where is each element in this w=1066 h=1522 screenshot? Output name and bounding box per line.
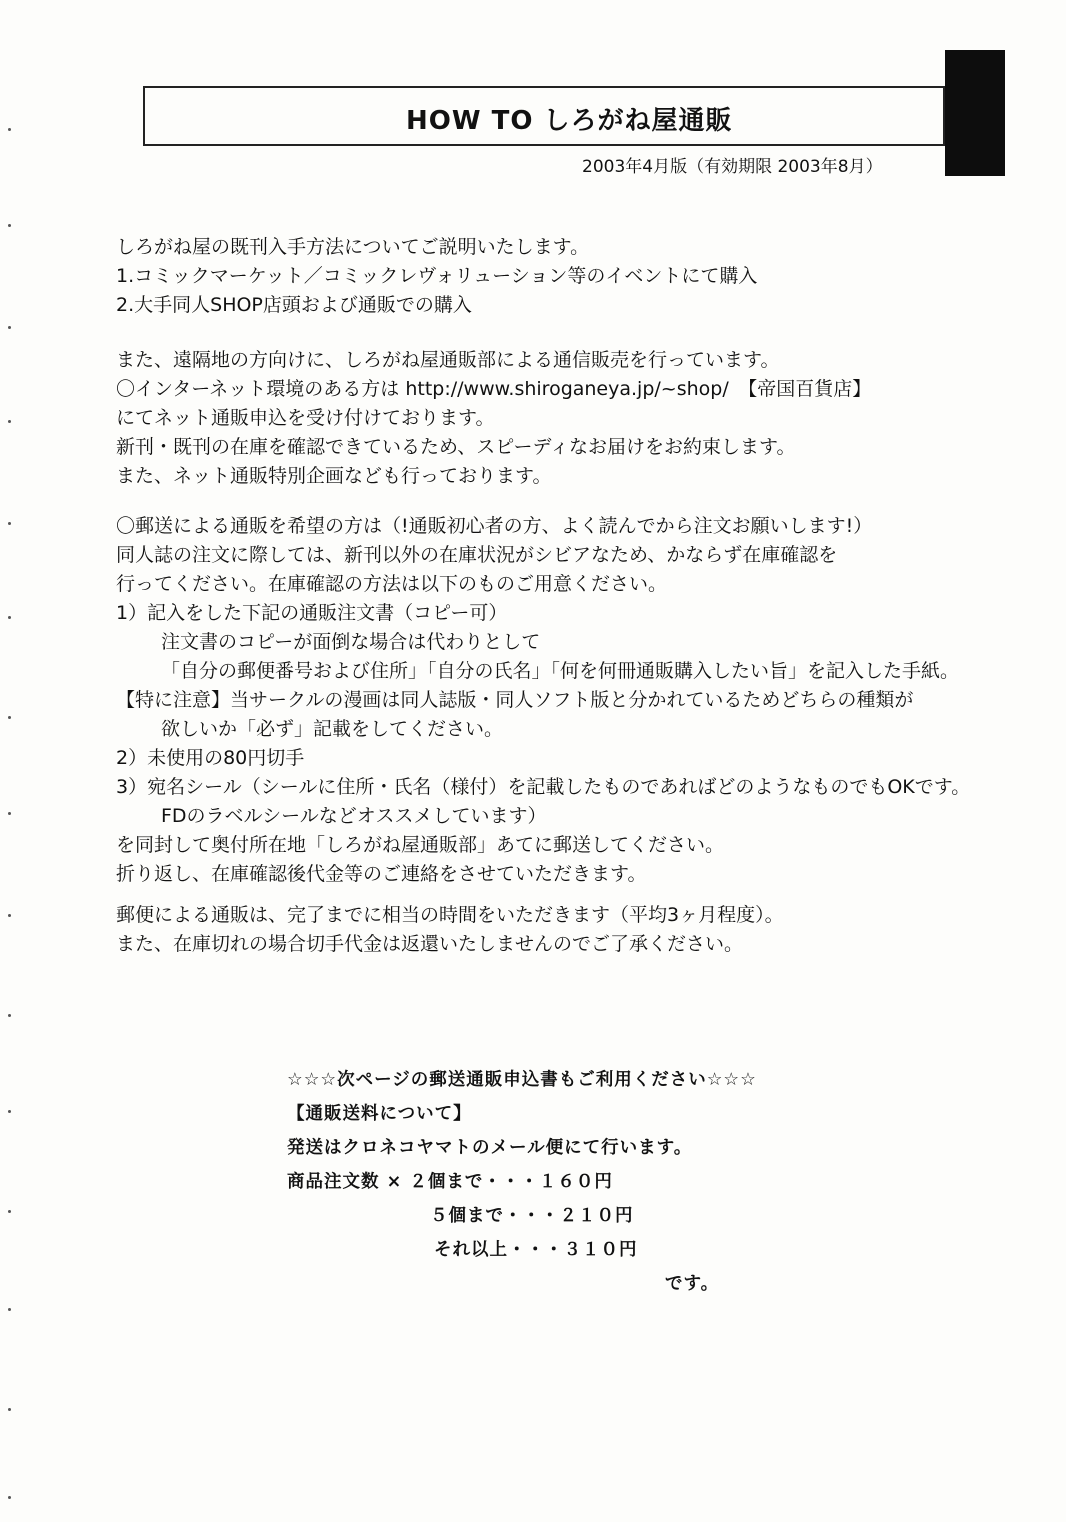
mail-line: 注文書のコピーが面倒な場合は代わりとして <box>161 631 541 653</box>
binding-hole <box>8 914 11 917</box>
binding-hole <box>8 1408 11 1411</box>
shipping-rate: ５個まで・・・２１０円 <box>430 1206 634 1226</box>
shipping-heading: 【通販送料について】 <box>287 1104 472 1124</box>
black-edge-tab <box>945 50 1005 176</box>
binding-hole <box>8 1308 11 1311</box>
binding-hole <box>8 1014 11 1017</box>
intro-section <box>116 233 757 320</box>
binding-hole <box>8 128 11 131</box>
mail-line: 同人誌の注文に際しては、新刊以外の在庫状況がシビアなため、かならず在庫確認を <box>116 544 838 566</box>
mail-order-section <box>116 512 970 889</box>
binding-hole <box>8 1110 11 1113</box>
mail-line: 「自分の郵便番号および住所」「自分の氏名」「何を何冊通販購入したい旨」を記入した手紙。 <box>161 660 960 682</box>
intro-line: しろがね屋の既刊入手方法についてご説明いたします。 <box>116 236 590 258</box>
edition-note: 2003年4月版（有効期限 2003年8月） <box>582 157 883 177</box>
binding-hole <box>8 616 11 619</box>
shipping-rate: それ以上・・・３１０円 <box>434 1240 638 1260</box>
net-url-line: 〇インターネット環境のある方は http://www.shiroganeya.jp/~shop/ 【帝国百貨店】 <box>116 378 872 400</box>
net-order-section <box>116 346 871 491</box>
shipping-rate: 商品注文数 × ２個まで・・・１６０円 <box>287 1172 613 1192</box>
mail-line: を同封して奥付所在地「しろがね屋通販部」あてに郵送してください。 <box>116 834 725 856</box>
mail-item-2: 2）未使用の80円切手 <box>116 747 305 769</box>
special-note: 【特に注意】当サークルの漫画は同人誌版・同人ソフト版と分かれているためどちらの種類が <box>116 689 914 711</box>
shipping-section <box>287 1063 757 1301</box>
intro-line: 1.コミックマーケット／コミックレヴォリューション等のイベントにて購入 <box>116 265 758 287</box>
mail-line: 行ってください。在庫確認の方法は以下のものご用意ください。 <box>116 573 668 595</box>
page-title: HOW TO しろがね屋通販 <box>406 106 733 136</box>
shipping-line: です。 <box>665 1274 720 1294</box>
notice-section <box>116 901 784 959</box>
binding-hole <box>8 1496 11 1499</box>
net-line: また、遠隔地の方向けに、しろがね屋通販部による通信販売を行っています。 <box>116 349 780 371</box>
notice-line: 郵便による通販は、完了までに相当の時間をいただきます（平均3ヶ月程度）。 <box>116 904 784 926</box>
intro-line: 2.大手同人SHOP店頭および通販での購入 <box>116 294 472 316</box>
binding-hole <box>8 420 11 423</box>
mail-line: 欲しいか「必ず」記載をしてください。 <box>161 718 504 740</box>
mail-line: FDのラベルシールなどオススメしています） <box>161 805 547 827</box>
net-line: また、ネット通販特別企画なども行っております。 <box>116 465 552 487</box>
shipping-line: 発送はクロネコヤマトのメール便にて行います。 <box>287 1138 693 1158</box>
binding-hole <box>8 522 11 525</box>
mail-line: 〇郵送による通販を希望の方は（!通販初心者の方、よく読んでから注文お願いします!） <box>116 515 873 537</box>
net-line: にてネット通販申込を受け付けております。 <box>116 407 495 429</box>
binding-hole <box>8 812 11 815</box>
binding-hole <box>8 1210 11 1213</box>
binding-hole <box>8 326 11 329</box>
notice-line: また、在庫切れの場合切手代金は返還いたしませんのでご了承ください。 <box>116 933 744 955</box>
binding-hole <box>8 224 11 227</box>
binding-hole <box>8 716 11 719</box>
net-line: 新刊・既刊の在庫を確認できているため、スピーディなお届けをお約束します。 <box>116 436 796 458</box>
mail-line: 折り返し、在庫確認後代金等のご連絡をさせていただきます。 <box>116 863 647 885</box>
mail-item-1: 1）記入をした下記の通販注文書（コピー可） <box>116 602 508 624</box>
next-page-note: ☆☆☆次ページの郵送通販申込書もご利用ください☆☆☆ <box>287 1070 757 1090</box>
mail-item-3: 3）宛名シール（シールに住所・氏名（様付）を記載したものであればどのようなものでもOKです。 <box>116 776 971 798</box>
